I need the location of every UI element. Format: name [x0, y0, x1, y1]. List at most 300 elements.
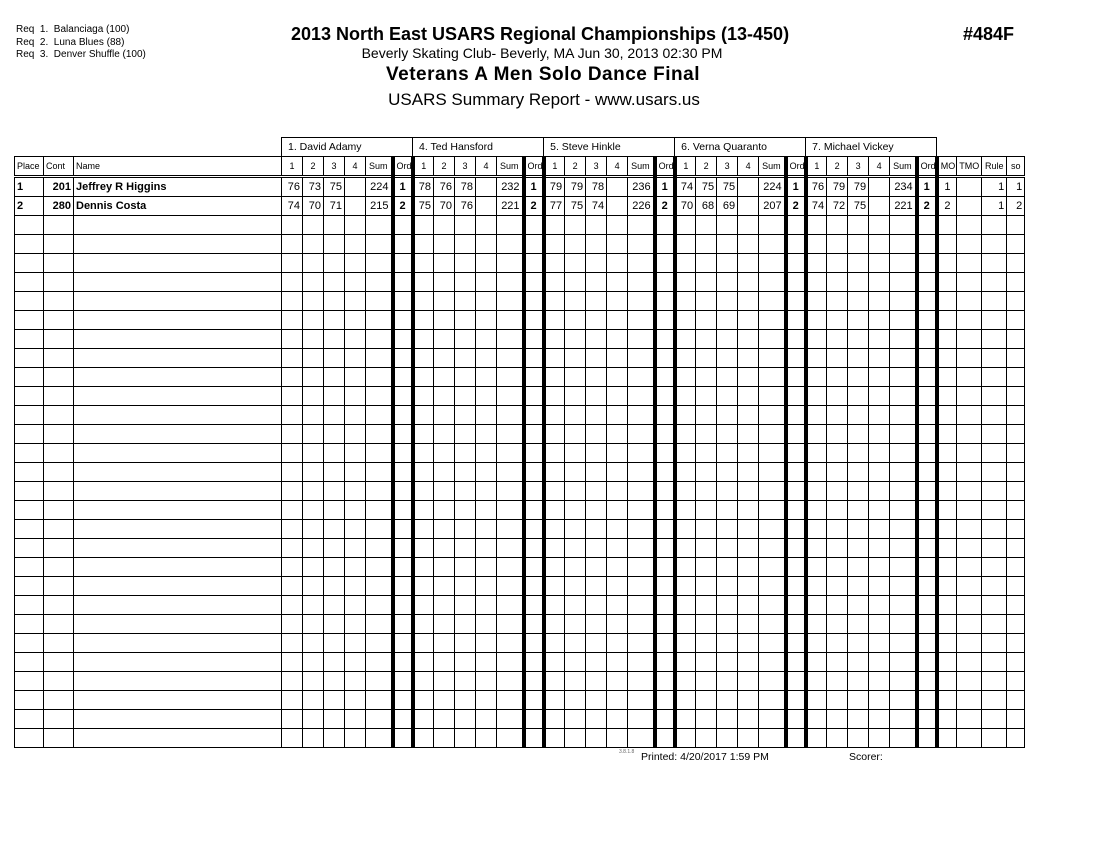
empty-cell	[413, 596, 434, 615]
empty-cell	[366, 672, 393, 691]
empty-cell	[890, 539, 917, 558]
empty-cell	[282, 273, 303, 292]
empty-cell	[937, 425, 957, 444]
empty-cell	[607, 729, 628, 748]
empty-cell	[476, 463, 497, 482]
empty-cell	[738, 387, 759, 406]
empty-cell	[607, 482, 628, 501]
empty-cell	[586, 387, 607, 406]
empty-cell	[890, 729, 917, 748]
empty-cell	[282, 406, 303, 425]
results-table	[14, 137, 1025, 748]
empty-cell	[1007, 311, 1025, 330]
empty-cell	[806, 368, 827, 387]
empty-cell	[44, 634, 74, 653]
empty-cell	[324, 710, 345, 729]
empty-cell	[786, 653, 806, 672]
empty-cell	[738, 235, 759, 254]
empty-cell	[917, 292, 937, 311]
empty-cell	[497, 235, 524, 254]
empty-row	[15, 292, 1025, 311]
empty-cell	[827, 501, 848, 520]
empty-cell	[476, 482, 497, 501]
empty-cell	[74, 349, 282, 368]
empty-cell	[937, 520, 957, 539]
spacer	[937, 138, 1025, 157]
score-s4	[738, 197, 759, 216]
score-s2: 79	[565, 177, 586, 197]
empty-cell	[393, 710, 413, 729]
empty-cell	[44, 406, 74, 425]
empty-row	[15, 615, 1025, 634]
empty-row	[15, 691, 1025, 710]
empty-cell	[655, 558, 675, 577]
empty-cell	[655, 444, 675, 463]
score-ord: 1	[655, 177, 675, 197]
empty-cell	[786, 444, 806, 463]
empty-cell	[675, 520, 696, 539]
empty-cell	[434, 406, 455, 425]
empty-cell	[738, 691, 759, 710]
empty-cell	[1007, 273, 1025, 292]
empty-cell	[890, 672, 917, 691]
empty-cell	[917, 634, 937, 653]
empty-cell	[759, 273, 786, 292]
empty-cell	[303, 444, 324, 463]
empty-cell	[937, 482, 957, 501]
empty-cell	[937, 444, 957, 463]
empty-cell	[366, 653, 393, 672]
empty-cell	[957, 520, 982, 539]
empty-cell	[827, 558, 848, 577]
empty-cell	[413, 292, 434, 311]
empty-cell	[15, 425, 44, 444]
empty-cell	[806, 672, 827, 691]
empty-cell	[393, 425, 413, 444]
empty-cell	[675, 558, 696, 577]
empty-cell	[827, 444, 848, 463]
empty-cell	[738, 615, 759, 634]
empty-cell	[366, 387, 393, 406]
empty-cell	[434, 482, 455, 501]
empty-cell	[324, 444, 345, 463]
empty-cell	[565, 615, 586, 634]
empty-cell	[717, 501, 738, 520]
empty-cell	[15, 368, 44, 387]
empty-cell	[655, 482, 675, 501]
empty-cell	[524, 235, 544, 254]
empty-cell	[717, 444, 738, 463]
empty-cell	[413, 406, 434, 425]
empty-cell	[759, 691, 786, 710]
empty-cell	[696, 501, 717, 520]
empty-cell	[324, 482, 345, 501]
empty-row	[15, 482, 1025, 501]
empty-cell	[717, 463, 738, 482]
empty-cell	[413, 330, 434, 349]
empty-cell	[74, 482, 282, 501]
empty-cell	[15, 254, 44, 273]
empty-cell	[869, 368, 890, 387]
empty-cell	[628, 349, 655, 368]
empty-cell	[827, 596, 848, 615]
empty-cell	[434, 444, 455, 463]
column-header-s1: 1	[413, 157, 434, 177]
empty-cell	[655, 406, 675, 425]
empty-cell	[1007, 216, 1025, 235]
score-s3: 76	[455, 197, 476, 216]
empty-cell	[393, 273, 413, 292]
empty-cell	[982, 672, 1007, 691]
empty-cell	[917, 273, 937, 292]
empty-cell	[738, 330, 759, 349]
empty-row	[15, 710, 1025, 729]
empty-cell	[544, 558, 565, 577]
empty-cell	[607, 292, 628, 311]
empty-cell	[890, 387, 917, 406]
empty-cell	[15, 691, 44, 710]
empty-cell	[675, 311, 696, 330]
empty-cell	[848, 406, 869, 425]
empty-cell	[759, 577, 786, 596]
empty-cell	[655, 691, 675, 710]
empty-cell	[982, 273, 1007, 292]
empty-cell	[565, 729, 586, 748]
empty-cell	[738, 539, 759, 558]
empty-cell	[74, 691, 282, 710]
empty-cell	[74, 672, 282, 691]
empty-cell	[937, 729, 957, 748]
score-s3: 78	[455, 177, 476, 197]
score-s1: 76	[282, 177, 303, 197]
empty-cell	[869, 349, 890, 368]
empty-cell	[74, 254, 282, 273]
empty-cell	[937, 406, 957, 425]
empty-cell	[476, 596, 497, 615]
empty-cell	[324, 311, 345, 330]
empty-cell	[957, 330, 982, 349]
empty-cell	[282, 330, 303, 349]
empty-cell	[524, 634, 544, 653]
column-header-s4: 4	[476, 157, 497, 177]
empty-cell	[303, 292, 324, 311]
empty-cell	[890, 444, 917, 463]
empty-row	[15, 653, 1025, 672]
place-cell: 2	[15, 197, 44, 216]
empty-cell	[74, 387, 282, 406]
empty-cell	[696, 406, 717, 425]
column-header-s1: 1	[282, 157, 303, 177]
empty-cell	[345, 311, 366, 330]
empty-cell	[696, 596, 717, 615]
empty-cell	[544, 520, 565, 539]
empty-cell	[937, 539, 957, 558]
empty-cell	[759, 634, 786, 653]
empty-cell	[806, 596, 827, 615]
empty-cell	[827, 577, 848, 596]
empty-cell	[393, 235, 413, 254]
empty-cell	[717, 406, 738, 425]
empty-cell	[476, 235, 497, 254]
empty-cell	[455, 254, 476, 273]
empty-cell	[476, 539, 497, 558]
empty-cell	[366, 273, 393, 292]
requirement-1: Req 1. Balanciaga (100)	[16, 24, 130, 35]
empty-cell	[738, 482, 759, 501]
empty-cell	[366, 520, 393, 539]
empty-cell	[655, 425, 675, 444]
empty-cell	[957, 444, 982, 463]
empty-cell	[393, 406, 413, 425]
empty-cell	[827, 653, 848, 672]
empty-cell	[890, 520, 917, 539]
empty-cell	[890, 615, 917, 634]
score-s3: 74	[586, 197, 607, 216]
empty-cell	[74, 425, 282, 444]
empty-cell	[806, 729, 827, 748]
empty-cell	[607, 349, 628, 368]
empty-cell	[15, 463, 44, 482]
empty-cell	[786, 330, 806, 349]
empty-cell	[717, 672, 738, 691]
empty-cell	[476, 216, 497, 235]
empty-cell	[917, 216, 937, 235]
column-header-s2: 2	[303, 157, 324, 177]
empty-cell	[497, 463, 524, 482]
empty-cell	[806, 710, 827, 729]
empty-cell	[366, 368, 393, 387]
empty-cell	[1007, 539, 1025, 558]
empty-cell	[848, 672, 869, 691]
empty-cell	[434, 463, 455, 482]
empty-cell	[393, 482, 413, 501]
empty-cell	[937, 634, 957, 653]
empty-cell	[869, 672, 890, 691]
empty-cell	[655, 463, 675, 482]
empty-cell	[717, 539, 738, 558]
empty-cell	[586, 311, 607, 330]
empty-cell	[759, 710, 786, 729]
score-ord: 2	[393, 197, 413, 216]
empty-cell	[476, 615, 497, 634]
empty-cell	[586, 273, 607, 292]
score-s1: 74	[806, 197, 827, 216]
empty-cell	[413, 444, 434, 463]
version-label: 3.8.1.8	[619, 749, 635, 755]
empty-cell	[455, 311, 476, 330]
empty-cell	[607, 216, 628, 235]
empty-cell	[786, 387, 806, 406]
requirement-3: Req 3. Denver Shuffle (100)	[16, 49, 146, 60]
column-header-s2: 2	[827, 157, 848, 177]
empty-cell	[524, 216, 544, 235]
judge-name: 7. Michael Vickey	[806, 138, 937, 157]
score-sum: 226	[628, 197, 655, 216]
score-s2: 72	[827, 197, 848, 216]
empty-cell	[675, 216, 696, 235]
empty-cell	[848, 710, 869, 729]
empty-cell	[1007, 254, 1025, 273]
empty-cell	[655, 729, 675, 748]
empty-cell	[628, 235, 655, 254]
empty-cell	[455, 596, 476, 615]
judge-name: 1. David Adamy	[282, 138, 413, 157]
empty-cell	[544, 216, 565, 235]
empty-cell	[869, 254, 890, 273]
empty-cell	[345, 444, 366, 463]
empty-cell	[675, 482, 696, 501]
empty-cell	[675, 273, 696, 292]
empty-cell	[393, 634, 413, 653]
empty-cell	[303, 311, 324, 330]
empty-cell	[476, 558, 497, 577]
empty-cell	[44, 482, 74, 501]
column-header-so: so	[1007, 157, 1025, 177]
empty-cell	[806, 482, 827, 501]
empty-cell	[413, 672, 434, 691]
empty-cell	[917, 444, 937, 463]
empty-cell	[717, 615, 738, 634]
empty-cell	[434, 558, 455, 577]
empty-cell	[806, 444, 827, 463]
empty-cell	[393, 292, 413, 311]
empty-row	[15, 558, 1025, 577]
empty-cell	[869, 235, 890, 254]
empty-cell	[827, 463, 848, 482]
empty-cell	[44, 596, 74, 615]
empty-cell	[827, 235, 848, 254]
empty-cell	[497, 691, 524, 710]
so-cell: 1	[1007, 177, 1025, 197]
empty-cell	[655, 387, 675, 406]
empty-cell	[607, 311, 628, 330]
empty-cell	[982, 444, 1007, 463]
empty-cell	[15, 710, 44, 729]
empty-cell	[655, 330, 675, 349]
empty-cell	[366, 235, 393, 254]
empty-cell	[15, 520, 44, 539]
empty-cell	[890, 254, 917, 273]
empty-cell	[759, 330, 786, 349]
empty-cell	[607, 615, 628, 634]
empty-cell	[937, 216, 957, 235]
empty-cell	[434, 615, 455, 634]
empty-cell	[982, 520, 1007, 539]
empty-cell	[434, 577, 455, 596]
empty-cell	[565, 577, 586, 596]
empty-cell	[393, 387, 413, 406]
empty-cell	[957, 558, 982, 577]
empty-cell	[524, 463, 544, 482]
empty-cell	[848, 311, 869, 330]
empty-cell	[366, 292, 393, 311]
empty-cell	[324, 691, 345, 710]
empty-cell	[917, 710, 937, 729]
empty-cell	[345, 216, 366, 235]
empty-cell	[957, 539, 982, 558]
column-header-ord: Ord	[524, 157, 544, 177]
empty-cell	[696, 254, 717, 273]
empty-cell	[628, 482, 655, 501]
empty-cell	[917, 235, 937, 254]
empty-cell	[628, 501, 655, 520]
empty-cell	[497, 216, 524, 235]
score-s3: 71	[324, 197, 345, 216]
empty-cell	[544, 254, 565, 273]
empty-cell	[345, 520, 366, 539]
empty-cell	[282, 634, 303, 653]
empty-row	[15, 330, 1025, 349]
empty-cell	[74, 577, 282, 596]
empty-cell	[675, 710, 696, 729]
empty-cell	[937, 501, 957, 520]
empty-cell	[655, 235, 675, 254]
empty-cell	[282, 691, 303, 710]
empty-cell	[565, 596, 586, 615]
empty-cell	[917, 387, 937, 406]
empty-cell	[393, 539, 413, 558]
empty-cell	[434, 501, 455, 520]
empty-cell	[282, 235, 303, 254]
empty-cell	[1007, 425, 1025, 444]
tmo-cell	[957, 197, 982, 216]
empty-cell	[393, 254, 413, 273]
empty-cell	[544, 349, 565, 368]
empty-cell	[696, 330, 717, 349]
empty-cell	[759, 368, 786, 387]
empty-cell	[282, 710, 303, 729]
empty-cell	[544, 729, 565, 748]
empty-cell	[1007, 387, 1025, 406]
empty-cell	[303, 634, 324, 653]
empty-cell	[15, 634, 44, 653]
empty-cell	[869, 273, 890, 292]
empty-cell	[696, 653, 717, 672]
empty-cell	[366, 482, 393, 501]
empty-cell	[957, 349, 982, 368]
empty-cell	[544, 596, 565, 615]
empty-cell	[565, 235, 586, 254]
column-header-ord: Ord	[917, 157, 937, 177]
empty-cell	[937, 672, 957, 691]
empty-cell	[827, 216, 848, 235]
empty-cell	[413, 425, 434, 444]
empty-cell	[74, 615, 282, 634]
score-s2: 75	[696, 177, 717, 197]
empty-cell	[303, 577, 324, 596]
empty-cell	[675, 444, 696, 463]
empty-cell	[848, 463, 869, 482]
empty-row	[15, 501, 1025, 520]
empty-cell	[74, 501, 282, 520]
empty-cell	[717, 710, 738, 729]
empty-cell	[15, 235, 44, 254]
score-s4	[345, 197, 366, 216]
column-header-s1: 1	[544, 157, 565, 177]
empty-cell	[586, 406, 607, 425]
empty-cell	[890, 634, 917, 653]
empty-cell	[74, 653, 282, 672]
empty-cell	[74, 292, 282, 311]
empty-cell	[366, 539, 393, 558]
column-header-s3: 3	[586, 157, 607, 177]
empty-cell	[607, 710, 628, 729]
empty-cell	[586, 710, 607, 729]
empty-cell	[957, 691, 982, 710]
empty-cell	[890, 501, 917, 520]
empty-cell	[565, 368, 586, 387]
empty-cell	[607, 539, 628, 558]
